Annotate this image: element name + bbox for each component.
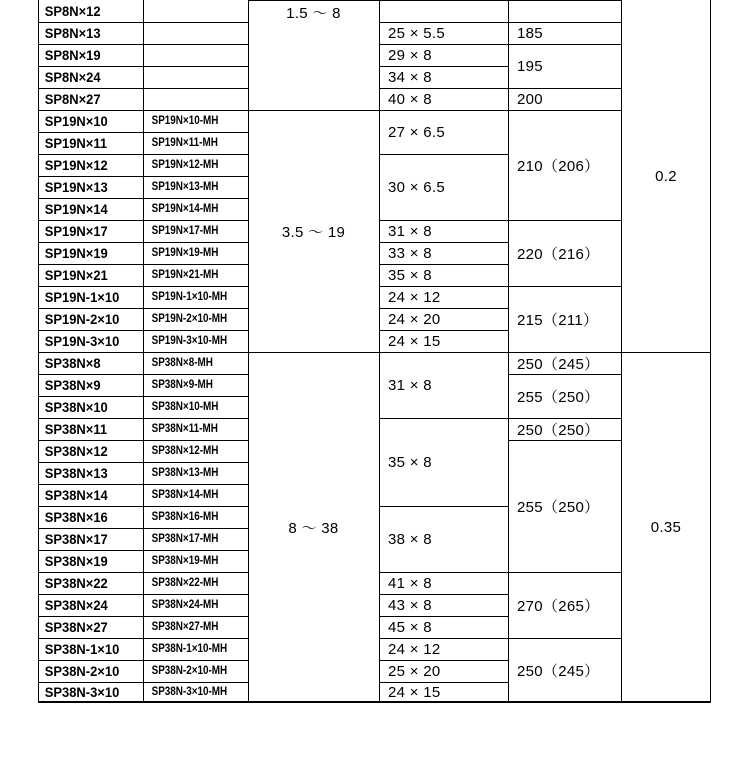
- mh-model-cell: SP19N×13-MH: [151, 181, 219, 193]
- size-cell: 27 × 6.5: [388, 123, 446, 141]
- size-cell-separator: [379, 330, 508, 331]
- size-cell: 25 × 20: [388, 662, 441, 680]
- size-cell-separator: [379, 638, 508, 639]
- load-cell: 185: [517, 24, 543, 42]
- size-cell: 34 × 8: [388, 68, 432, 86]
- mh-model-cell: SP38N-1×10-MH: [151, 643, 228, 655]
- load-cell-separator: [508, 22, 621, 23]
- size-cell-separator: [379, 682, 508, 683]
- size-cell: 41 × 8: [388, 574, 432, 592]
- size-cell-separator: [379, 66, 508, 67]
- mh-model-cell: SP19N×10-MH: [151, 115, 219, 127]
- model-cell: SP38N×10: [44, 399, 108, 415]
- mh-model-cell: SP38N×24-MH: [151, 599, 219, 611]
- size-cell: 35 × 8: [388, 453, 432, 471]
- mh-model-cell: [143, 22, 233, 44]
- size-cell-separator: [379, 0, 508, 1]
- size-cell-separator: [379, 154, 508, 155]
- model-cell: SP38N×13: [44, 465, 108, 481]
- model-cell: SP38N×27: [44, 619, 108, 635]
- load-cell-separator: [508, 352, 621, 353]
- model-cell: SP19N×19: [44, 245, 108, 261]
- mh-model-cell: SP38N×22-MH: [151, 577, 219, 589]
- model-cell: SP38N×11: [44, 421, 108, 437]
- load-cell: 255（250）: [517, 498, 600, 516]
- mh-model-cell: SP38N×12-MH: [151, 445, 219, 457]
- size-cell-separator: [379, 110, 508, 111]
- mh-model-cell: SP19N-2×10-MH: [151, 313, 228, 325]
- size-cell: 25 × 5.5: [388, 24, 446, 42]
- size-cell: 31 × 8: [388, 376, 432, 394]
- mh-model-cell: SP38N-3×10-MH: [151, 686, 228, 698]
- model-cell: SP19N×21: [44, 267, 108, 283]
- size-cell: 40 × 8: [388, 90, 432, 108]
- load-cell: 195: [517, 57, 543, 75]
- model-cell: SP8N×12: [44, 3, 101, 19]
- size-cell: 35 × 8: [388, 266, 432, 284]
- model-cell: SP8N×24: [44, 69, 101, 85]
- model-cell: SP8N×13: [44, 25, 101, 41]
- coef-cell: 0.35: [650, 518, 682, 536]
- mh-model-cell: SP38N×19-MH: [151, 555, 219, 567]
- coef-cell: 0.2: [655, 167, 677, 185]
- size-cell-separator: [379, 616, 508, 617]
- load-cell: 250（245）: [517, 355, 600, 373]
- size-cell: 29 × 8: [388, 46, 432, 64]
- mh-model-cell: SP38N×16-MH: [151, 511, 219, 523]
- model-cell: SP38N×17: [44, 531, 108, 547]
- size-cell-separator: [379, 572, 508, 573]
- load-cell: 250（250）: [517, 421, 600, 439]
- size-cell: 24 × 15: [388, 683, 441, 701]
- model-cell: SP38N×16: [44, 509, 108, 525]
- model-cell: SP19N×17: [44, 223, 108, 239]
- model-cell: SP19N-1×10: [44, 289, 120, 305]
- size-cell: 30 × 6.5: [388, 178, 446, 196]
- size-cell-separator: [379, 22, 508, 23]
- range-cell: 3.5 ～ 19: [281, 223, 346, 241]
- mh-model-cell: SP19N×17-MH: [151, 225, 219, 237]
- load-cell-separator: [508, 374, 621, 375]
- mh-model-cell: SP38N-2×10-MH: [151, 665, 228, 677]
- size-cell-separator: [379, 506, 508, 507]
- model-cell: SP38N×14: [44, 487, 108, 503]
- mh-model-cell: [143, 88, 233, 110]
- size-cell: 24 × 12: [388, 640, 441, 658]
- range-cell-separator: [248, 352, 379, 353]
- size-cell: 33 × 8: [388, 244, 432, 262]
- size-cell-separator: [379, 264, 508, 265]
- model-cell: SP8N×27: [44, 91, 101, 107]
- load-cell: 200: [517, 90, 543, 108]
- mh-model-cell: SP19N×11-MH: [151, 137, 218, 149]
- size-cell-separator: [379, 286, 508, 287]
- model-cell: SP38N-2×10: [44, 663, 120, 679]
- model-cell: SP38N×22: [44, 575, 108, 591]
- mh-model-cell: SP38N×8-MH: [151, 357, 213, 369]
- load-cell-separator: [508, 0, 621, 1]
- mh-model-cell: SP38N×10-MH: [151, 401, 219, 413]
- mh-model-cell: SP19N-1×10-MH: [151, 291, 228, 303]
- mh-model-cell: SP38N×14-MH: [151, 489, 219, 501]
- size-cell-separator: [379, 308, 508, 309]
- size-cell: 38 × 8: [388, 530, 432, 548]
- model-cell: SP38N-1×10: [44, 641, 120, 657]
- load-cell-separator: [508, 440, 621, 441]
- model-cell: SP8N×19: [44, 47, 101, 63]
- mh-model-cell: SP19N×14-MH: [151, 203, 219, 215]
- mh-model-cell: SP38N×17-MH: [151, 533, 219, 545]
- size-cell-separator: [379, 594, 508, 595]
- load-cell-separator: [508, 638, 621, 639]
- size-cell-separator: [379, 44, 508, 45]
- size-cell: 31 × 8: [388, 222, 432, 240]
- mh-model-cell: [143, 0, 233, 22]
- mh-model-cell: [143, 44, 233, 66]
- size-cell: [379, 0, 508, 22]
- size-cell: 43 × 8: [388, 596, 432, 614]
- mh-model-cell: SP38N×13-MH: [151, 467, 219, 479]
- range-cell-separator: [248, 110, 379, 111]
- model-cell: SP19N×13: [44, 179, 108, 195]
- model-cell: SP19N×10: [44, 113, 108, 129]
- size-cell-separator: [379, 242, 508, 243]
- load-cell-separator: [508, 44, 621, 45]
- mh-model-cell: SP38N×9-MH: [151, 379, 213, 391]
- model-cell: SP19N×12: [44, 157, 108, 173]
- size-cell: 24 × 12: [388, 288, 441, 306]
- size-cell: 24 × 15: [388, 332, 441, 350]
- range-cell: 1.5 ～ 8: [286, 5, 341, 22]
- model-cell: SP38N×24: [44, 597, 108, 613]
- load-cell: 215（211）: [517, 311, 599, 329]
- load-cell: [508, 0, 621, 22]
- mh-model-cell: SP19N-3×10-MH: [151, 335, 228, 347]
- size-cell: 45 × 8: [388, 618, 432, 636]
- load-cell: 270（265）: [517, 597, 600, 615]
- size-cell-separator: [379, 418, 508, 419]
- model-cell: SP19N-2×10: [44, 311, 120, 327]
- model-cell: SP38N×9: [44, 377, 101, 393]
- model-cell: SP38N×19: [44, 553, 108, 569]
- model-cell: SP38N×8: [44, 355, 101, 371]
- range-cell-separator: [248, 0, 379, 1]
- size-cell-separator: [379, 352, 508, 353]
- mh-model-cell: SP19N×19-MH: [151, 247, 219, 259]
- size-cell-separator: [379, 88, 508, 89]
- model-cell: SP19N×14: [44, 201, 108, 217]
- model-cell: SP38N-3×10: [44, 684, 120, 700]
- table-bottom-border: [38, 701, 711, 703]
- load-cell: 250（245）: [517, 662, 600, 680]
- load-cell: 210（206）: [517, 157, 600, 175]
- load-cell-separator: [508, 220, 621, 221]
- load-cell: 255（250）: [517, 388, 600, 406]
- size-cell-separator: [379, 220, 508, 221]
- range-cell: 8 ～ 38: [288, 519, 339, 537]
- load-cell-separator: [508, 110, 621, 111]
- model-cell: SP19N×11: [44, 135, 108, 151]
- load-cell-separator: [508, 572, 621, 573]
- size-cell-separator: [379, 660, 508, 661]
- mh-model-cell: SP19N×12-MH: [151, 159, 219, 171]
- load-cell-separator: [508, 418, 621, 419]
- load-cell: 220（216）: [517, 245, 600, 263]
- spec-table: [38, 0, 711, 702]
- size-cell: 24 × 20: [388, 310, 441, 328]
- model-cell: SP19N-3×10: [44, 333, 120, 349]
- load-cell-separator: [508, 88, 621, 89]
- load-cell-separator: [508, 286, 621, 287]
- mh-model-cell: SP38N×11-MH: [151, 423, 218, 435]
- mh-model-cell: SP19N×21-MH: [151, 269, 219, 281]
- mh-model-cell: [143, 66, 233, 88]
- mh-model-cell: SP38N×27-MH: [151, 621, 219, 633]
- model-cell: SP38N×12: [44, 443, 108, 459]
